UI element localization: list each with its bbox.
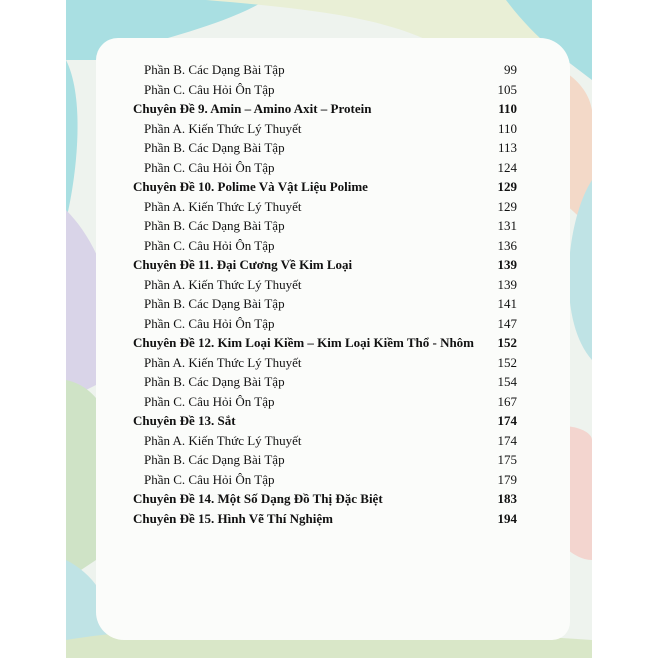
toc-entry-title: Phần C. Câu Hỏi Ôn Tập: [144, 315, 275, 331]
toc-entry-title: Phần A. Kiến Thức Lý Thuyết: [144, 432, 302, 448]
toc-entry-title: Chuyên Đề 11. Đại Cương Về Kim Loại: [133, 257, 353, 272]
toc-page-number: 110: [497, 120, 517, 136]
toc-chapter-row[interactable]: [133, 177, 523, 197]
toc-page-number: 154: [497, 374, 517, 389]
toc-entry-title: Phần C. Câu Hỏi Ôn Tập: [144, 393, 275, 409]
toc-entry-title: Phần C. Câu Hỏi Ôn Tập: [144, 471, 275, 487]
toc-entry-title: Phần B. Các Dạng Bài Tập: [144, 140, 285, 155]
toc-entry-title: Chuyên Đề 13. Sắt: [133, 413, 236, 428]
toc-section-row[interactable]: [133, 294, 523, 314]
table-of-contents: [133, 60, 523, 528]
toc-section-row[interactable]: [133, 470, 523, 490]
toc-page-number: 179: [497, 471, 517, 487]
toc-entry-title: Phần A. Kiến Thức Lý Thuyết: [144, 198, 302, 214]
toc-entry-title: Phần A. Kiến Thức Lý Thuyết: [144, 120, 302, 136]
toc-section-row[interactable]: [133, 119, 523, 139]
toc-page-number: 147: [497, 315, 517, 331]
toc-chapter-row[interactable]: [133, 509, 523, 529]
toc-entry-title: Chuyên Đề 12. Kim Loại Kiềm – Kim Loại Kiềm Thổ - Nhôm: [133, 335, 475, 350]
toc-entry-title: Chuyên Đề 14. Một Số Dạng Đồ Thị Đặc Biệt: [133, 491, 383, 506]
toc-page-number: 167: [497, 393, 517, 409]
toc-section-row[interactable]: [133, 236, 523, 256]
toc-page-number: 183: [497, 491, 517, 506]
toc-entry-title: Phần C. Câu Hỏi Ôn Tập: [144, 159, 275, 175]
toc-chapter-row[interactable]: [133, 333, 523, 353]
toc-entry-title: Phần A. Kiến Thức Lý Thuyết: [144, 276, 302, 292]
toc-section-row[interactable]: [133, 197, 523, 217]
toc-page-number: 136: [497, 237, 517, 253]
toc-page-number: 110: [498, 101, 517, 116]
toc-section-row[interactable]: [133, 138, 523, 158]
toc-page-number: 141: [497, 296, 517, 311]
toc-entry-title: Phần B. Các Dạng Bài Tập: [144, 374, 285, 389]
toc-page-number: 139: [497, 276, 517, 292]
toc-entry-title: Phần B. Các Dạng Bài Tập: [144, 452, 285, 467]
toc-page-number: 174: [497, 413, 517, 428]
toc-entry-title: Phần C. Câu Hỏi Ôn Tập: [144, 237, 275, 253]
toc-page-number: 194: [497, 510, 517, 526]
toc-entry-title: Phần A. Kiến Thức Lý Thuyết: [144, 354, 302, 370]
toc-page-number: 152: [497, 354, 517, 370]
toc-section-row[interactable]: [133, 158, 523, 178]
toc-chapter-row[interactable]: [133, 411, 523, 431]
toc-chapter-row[interactable]: [133, 489, 523, 509]
toc-page-number: 113: [497, 140, 517, 155]
toc-page-number: 139: [497, 257, 517, 272]
toc-entry-title: Phần C. Câu Hỏi Ôn Tập: [144, 81, 275, 97]
toc-chapter-row[interactable]: [133, 255, 523, 275]
toc-section-row[interactable]: [133, 372, 523, 392]
toc-page-number: 152: [497, 335, 517, 350]
toc-page-number: 131: [497, 218, 517, 233]
toc-page-number: 174: [497, 432, 517, 448]
toc-section-row[interactable]: [133, 60, 523, 80]
toc-entry-title: Chuyên Đề 15. Hình Vẽ Thí Nghiệm: [133, 510, 333, 526]
toc-section-row[interactable]: [133, 392, 523, 412]
toc-entry-title: Chuyên Đề 10. Polime Và Vật Liệu Polime: [133, 179, 368, 194]
toc-section-row[interactable]: [133, 431, 523, 451]
toc-chapter-row[interactable]: [133, 99, 523, 119]
toc-entry-title: Phần B. Các Dạng Bài Tập: [144, 62, 285, 77]
toc-section-row[interactable]: [133, 275, 523, 295]
toc-page-number: 99: [504, 62, 517, 77]
toc-page-number: 175: [497, 452, 517, 467]
toc-section-row[interactable]: [133, 216, 523, 236]
toc-entry-title: Phần B. Các Dạng Bài Tập: [144, 218, 285, 233]
toc-entry-title: Phần B. Các Dạng Bài Tập: [144, 296, 285, 311]
toc-section-row[interactable]: [133, 353, 523, 373]
toc-page-number: 129: [497, 179, 517, 194]
toc-page-number: 124: [497, 159, 517, 175]
toc-section-row[interactable]: [133, 450, 523, 470]
toc-section-row[interactable]: [133, 314, 523, 334]
toc-page-number: 105: [497, 81, 517, 97]
toc-page-number: 129: [497, 198, 517, 214]
toc-entry-title: Chuyên Đề 9. Amin – Amino Axit – Protein: [133, 101, 372, 116]
toc-section-row[interactable]: [133, 80, 523, 100]
